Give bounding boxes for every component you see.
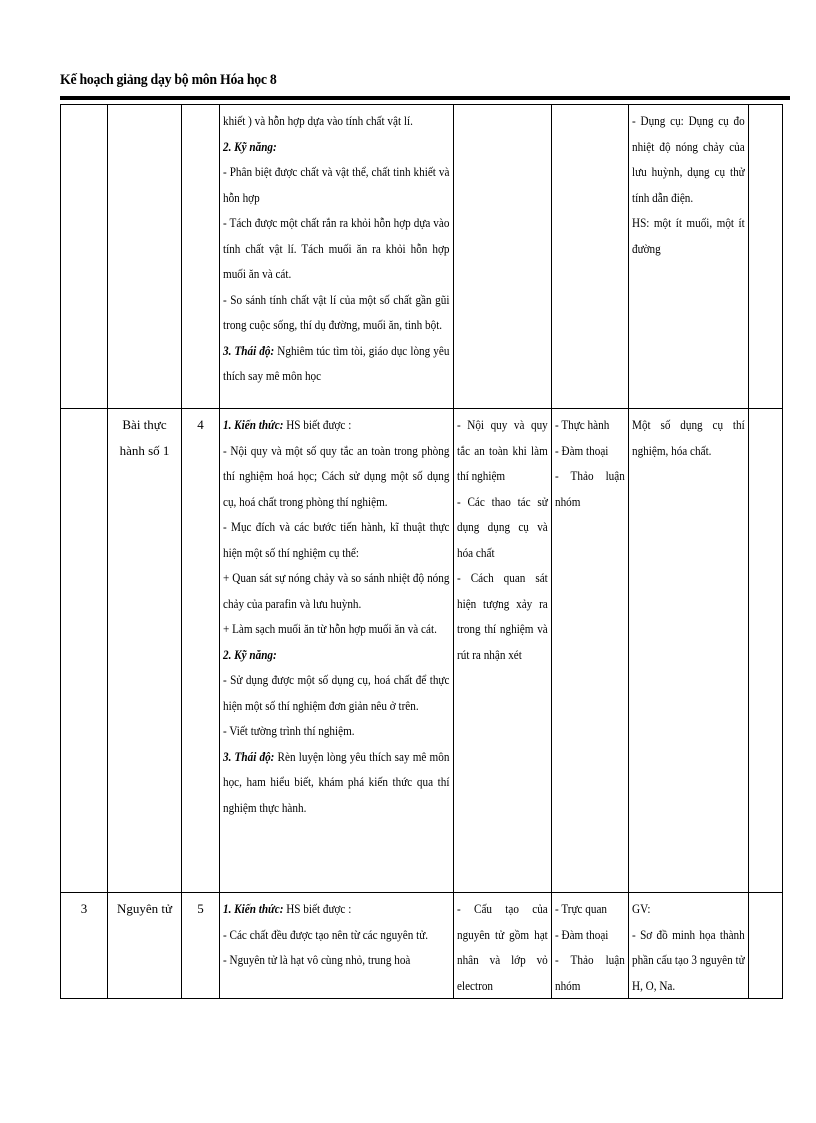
goal-label: 1. Kiến thức: [223, 901, 284, 916]
resource-line: Một số dụng cụ thí nghiệm, hóa chất. [632, 417, 745, 458]
resources-list [632, 108, 745, 261]
goal-text: Nghiêm túc tìm tòi, giáo dục lòng yêu thích say mê môn học [223, 342, 450, 383]
goal-text: Rèn luyện lòng yêu thích say mê môn học, ham hiểu biết, khám phá kiến thức qua thí nghiệm thực hành. [223, 748, 450, 815]
cell-goals [220, 409, 454, 893]
goal-text: - Các chất đều được tạo nên từ các nguyên tử. [223, 926, 429, 942]
knowledge-line: - Cấu tạo của nguyên tử gồm hạt nhân và lớp vỏ electron [457, 901, 548, 993]
cell-goals [220, 893, 454, 999]
goal-text: khiết ) và hỗn hợp dựa vào tính chất vật lí. [223, 113, 413, 128]
goal-line [223, 438, 449, 515]
cell-knowledge [454, 105, 552, 409]
table-row [61, 105, 783, 409]
cell-resources [629, 409, 749, 893]
knowledge-line: - Nội quy và quy tắc an toàn khi làm thí nghiệm [457, 417, 548, 483]
goal-text: HS biết được : [283, 417, 352, 432]
goal-text: - Phân biệt được chất và vật thể, chất tinh khiết và hỗn hợp [223, 164, 450, 205]
lesson-plan-table [60, 104, 783, 999]
goal-line [223, 514, 449, 565]
goal-text: HS biết được : [283, 901, 352, 916]
cell-periods: 5 [182, 893, 220, 999]
method-line: - Đàm thoại [555, 442, 609, 458]
goal-line [223, 667, 449, 718]
method-line: - Đàm thoại [555, 926, 609, 942]
methods-list [555, 896, 625, 998]
method-line: - Thảo luận nhóm [555, 952, 625, 993]
method-line: - Thực hành [555, 417, 610, 432]
goal-text: - So sánh tính chất vật lí của một số chất gần gũi trong cuộc sống, thí dụ đường, muối ăn, tinh bột. [223, 291, 450, 332]
cell-notes [749, 105, 783, 409]
goal-text: - Nội quy và một số quy tắc an toàn trong phòng thí nghiệm hoá học; Cách sử dụng một số dụng cụ, hoá chất trong phòng thí nghiệm. [223, 442, 450, 509]
cell-notes [749, 409, 783, 893]
goals-list [223, 896, 449, 973]
cell-topic: Nguyên tử [108, 893, 182, 999]
knowledge-list [457, 412, 548, 667]
cell-notes [749, 893, 783, 999]
cell-methods [552, 893, 629, 999]
goal-label: 1. Kiến thức: [223, 417, 284, 432]
goal-text: + Làm sạch muối ăn từ hỗn hợp muối ăn và cát. [223, 621, 437, 636]
goal-line [223, 134, 449, 160]
methods-list [555, 412, 625, 514]
cell-methods [552, 409, 629, 893]
resources-list [632, 412, 745, 463]
goal-label: 3. Thái độ: [223, 748, 275, 764]
resource-line: GV: [632, 901, 651, 916]
knowledge-line: - Các thao tác sử dụng dụng cụ và hóa chất [457, 493, 548, 560]
goal-line [223, 159, 449, 210]
goal-line [223, 338, 449, 389]
goal-text: + Quan sát sự nóng chảy và so sánh nhiệt độ nóng chảy của parafin và lưu huỳnh. [223, 570, 450, 611]
goal-line [223, 718, 449, 744]
cell-knowledge [454, 893, 552, 999]
cell-topic [108, 105, 182, 409]
goal-text: - Nguyên tử là hạt vô cùng nhỏ, trung hoà [223, 952, 411, 967]
goal-line [223, 744, 449, 821]
cell-resources [629, 893, 749, 999]
goal-line [223, 210, 449, 287]
goal-line [223, 412, 449, 438]
cell-goals [220, 105, 454, 409]
goal-line [223, 947, 449, 973]
cell-stt [61, 105, 108, 409]
goal-text: - Tách được một chất rắn ra khỏi hỗn hợp dựa vào tính chất vật lí. Tách muối ăn ra khỏi hỗn hợp muối ăn và cát. [223, 215, 450, 281]
goal-line [223, 616, 449, 642]
goal-line [223, 287, 449, 338]
resource-line: - Sơ đồ minh họa thành phần cấu tạo 3 nguyên tử H, O, Na. [632, 926, 745, 993]
goal-line [223, 922, 449, 948]
resource-line: HS: một ít muối, một ít đường [632, 215, 745, 256]
resource-line: - Dụng cụ: Dụng cụ đo nhiệt độ nóng chảy của lưu huỳnh, dụng cụ thử tính dẫn điện. [632, 113, 745, 205]
method-line: - Thảo luận nhóm [555, 468, 625, 509]
cell-stt [61, 409, 108, 893]
goal-label: 2. Kỹ năng: [223, 646, 277, 662]
table-row [61, 893, 783, 999]
goal-line [223, 896, 449, 922]
cell-stt: 3 [61, 893, 108, 999]
cell-knowledge [454, 409, 552, 893]
resources-list [632, 896, 745, 998]
cell-topic: Bài thực hành số 1 [108, 409, 182, 893]
method-line: - Trực quan [555, 901, 608, 916]
table-row [61, 409, 783, 893]
cell-resources [629, 105, 749, 409]
cell-periods: 4 [182, 409, 220, 893]
goals-list [223, 412, 449, 820]
goal-text: - Sử dụng được một số dụng cụ, hoá chất để thực hiện một số thí nghiệm đơn giản nêu ở trên. [223, 672, 450, 713]
goals-list [223, 108, 449, 389]
header-rule [60, 96, 790, 100]
goal-label: 2. Kỹ năng: [223, 138, 277, 154]
table-body [61, 105, 783, 999]
goal-line [223, 642, 449, 668]
goal-line [223, 108, 449, 134]
knowledge-line: - Cách quan sát hiện tượng xảy ra trong thí nghiệm và rút ra nhận xét [457, 570, 548, 662]
goal-text: - Viết tường trình thí nghiệm. [223, 723, 355, 738]
cell-methods [552, 105, 629, 409]
cell-periods [182, 105, 220, 409]
goal-line [223, 565, 449, 616]
page-header: Kế hoạch giảng dạy bộ môn Hóa học 8 [60, 72, 277, 88]
goal-label: 3. Thái độ: [223, 342, 275, 358]
goal-text: - Mục đích và các bước tiến hành, kĩ thuật thực hiện một số thí nghiệm cụ thể: [223, 519, 450, 560]
knowledge-list [457, 896, 548, 998]
